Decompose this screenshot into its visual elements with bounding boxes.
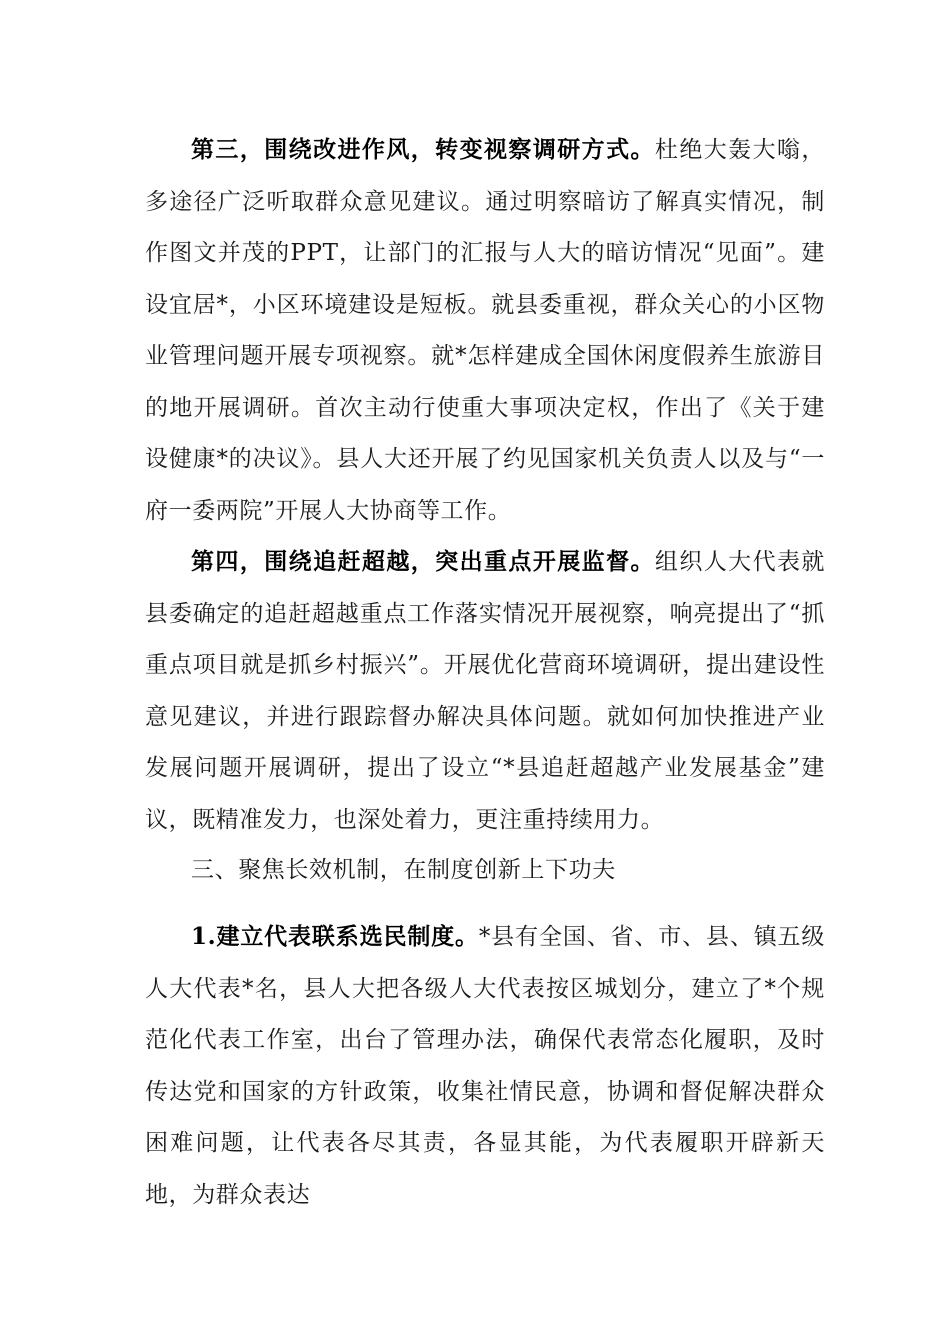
paragraph-lead: 第三，围绕改进作风，转变视察调研方式。 [191, 136, 655, 163]
paragraph-inspection-style [145, 124, 825, 537]
paragraph-body: 组织人大代表就县委确定的追赶超越重点工作落实情况开展视察，响亮提出了“抓重点项目就是抓乡村振兴”。开展优化营商环境调研，提出建设性意见建议，并进行跟踪督办解决具体问题。就如何加快推进产业发展问题开展调研，提出了设立“*县追赶超越产业发展基金”建议，既精准发力，也深处着力，更注重持续用力。 [145, 549, 826, 833]
paragraph-catch-up-supervision [145, 536, 825, 846]
paragraph-representative-system [145, 911, 825, 1221]
paragraph-lead: 第四，围绕追赶超越，突出重点开展监督。 [191, 548, 655, 575]
section-heading: 三、聚焦长效机制，在制度创新上下功夫 [191, 857, 616, 883]
paragraph-body: 杜绝大轰大嗡，多途径广泛听取群众意见建议。通过明察暗访了解真实情况，制作图文并茂的PPT，让部门的汇报与人大的暗访情况“见面”。建设宜居*，小区环境建设是短板。就县委重视，群众关心的小区物业管理问题开展专项视察。就*怎样建成全国休闲度假养生旅游目的地开展调研。首次主动行使重大事项决定权，作出了《关于建设健康*的决议》。县人大还开展了约见国家机关负责人以及与“一府一委两院”开展人大协商等工作。 [145, 137, 826, 524]
paragraph-lead: 1.建立代表联系选民制度。 [191, 923, 479, 950]
paragraph-body: *县有全国、省、市、县、镇五级人大代表*名，县人大把各级人大代表按区城划分，建立了*个规范化代表工作室，出台了管理办法，确保代表常态化履职，及时传达党和国家的方针政策，收集社情民意，协调和督促解决群众困难问题，让代表各尽其责，各显其能，为代表履职开辟新天地，为群众表达 [145, 924, 826, 1208]
